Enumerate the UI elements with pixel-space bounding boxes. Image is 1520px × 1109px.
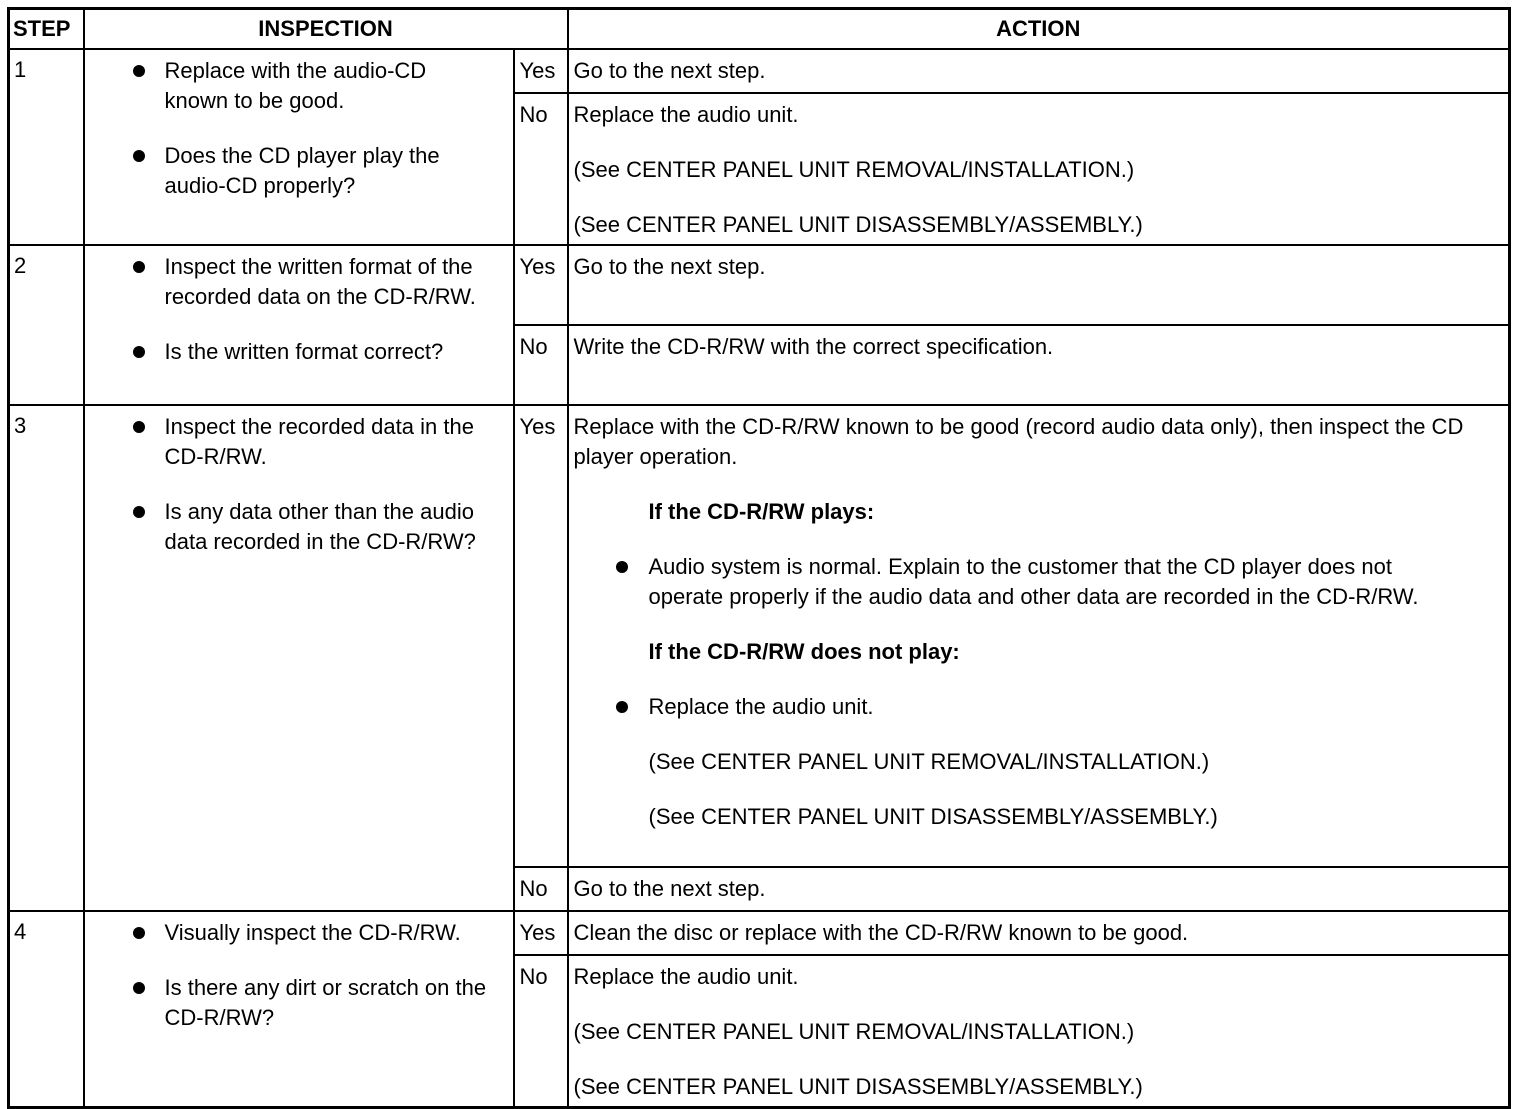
no-label: No xyxy=(514,325,568,405)
table-row xyxy=(9,405,1510,867)
reference-text: (See CENTER PANEL UNIT DISASSEMBLY/ASSEMBLY.) xyxy=(573,1074,1143,1099)
no-label: No xyxy=(514,867,568,911)
inspection-bullet: Visually inspect the CD-R/RW. xyxy=(165,918,513,948)
inspection-bullet: Replace with the audio-CD known to be good. xyxy=(165,56,513,116)
action-header: ACTION xyxy=(568,9,1510,50)
step-number: 2 xyxy=(9,245,84,405)
no-action xyxy=(568,93,1510,245)
not-play-heading: If the CD-R/RW does not play: xyxy=(648,639,960,664)
diagnostic-table xyxy=(7,7,1511,1109)
inspection-cell xyxy=(84,245,514,405)
yes-action xyxy=(568,245,1510,325)
no-action xyxy=(568,955,1510,1108)
yes-label: Yes xyxy=(514,911,568,955)
action-text: Replace the audio unit. xyxy=(573,102,799,127)
inspection-bullet: Does the CD player play the audio-CD properly? xyxy=(165,141,513,201)
inspection-bullet: Is the written format correct? xyxy=(165,337,513,367)
step-number: 3 xyxy=(9,405,84,911)
action-text: Replace the audio unit. xyxy=(573,964,799,989)
yes-action xyxy=(568,405,1510,867)
action-bullet: Audio system is normal. Explain to the customer that the CD player does not operate properly if the audio data and other data are recorded in the CD-R/RW. xyxy=(649,552,1509,612)
inspection-bullet: Inspect the recorded data in the CD-R/RW. xyxy=(165,412,513,472)
header-row xyxy=(9,9,1510,50)
yes-action xyxy=(568,911,1510,955)
yes-action xyxy=(568,49,1510,93)
no-action xyxy=(568,325,1510,405)
no-label: No xyxy=(514,955,568,1108)
action-text: Go to the next step. xyxy=(573,254,766,279)
inspection-cell xyxy=(84,49,514,245)
table-row xyxy=(9,911,1510,955)
table-row xyxy=(9,245,1510,325)
plays-heading: If the CD-R/RW plays: xyxy=(648,499,875,524)
action-text: Go to the next step. xyxy=(573,876,766,901)
reference-text: (See CENTER PANEL UNIT REMOVAL/INSTALLATION.) xyxy=(573,157,1135,182)
action-text: Clean the disc or replace with the CD-R/RW known to be good. xyxy=(573,920,1189,945)
action-text: Replace with the CD-R/RW known to be good (record audio data only), then inspect the CD player operation. xyxy=(573,414,1464,469)
reference-text: (See CENTER PANEL UNIT REMOVAL/INSTALLATION.) xyxy=(648,749,1210,774)
action-text: Write the CD-R/RW with the correct specification. xyxy=(573,334,1054,359)
reference-text: (See CENTER PANEL UNIT DISASSEMBLY/ASSEMBLY.) xyxy=(573,212,1143,237)
step-header: STEP xyxy=(9,9,84,50)
inspection-bullet: Inspect the written format of the recorded data on the CD-R/RW. xyxy=(165,252,513,312)
no-action xyxy=(568,867,1510,911)
yes-label: Yes xyxy=(514,49,568,93)
inspection-cell xyxy=(84,405,514,911)
no-label: No xyxy=(514,93,568,245)
step-number: 1 xyxy=(9,49,84,245)
table-row xyxy=(9,49,1510,93)
step-number: 4 xyxy=(9,911,84,1108)
action-text: Go to the next step. xyxy=(573,58,766,83)
inspection-bullet: Is there any dirt or scratch on the CD-R/RW? xyxy=(165,973,513,1033)
yes-label: Yes xyxy=(514,245,568,325)
reference-text: (See CENTER PANEL UNIT REMOVAL/INSTALLATION.) xyxy=(573,1019,1135,1044)
reference-text: (See CENTER PANEL UNIT DISASSEMBLY/ASSEMBLY.) xyxy=(648,804,1218,829)
yes-label: Yes xyxy=(514,405,568,867)
inspection-header: INSPECTION xyxy=(84,9,568,50)
action-bullet: Replace the audio unit. xyxy=(649,692,1509,722)
inspection-bullet: Is any data other than the audio data recorded in the CD-R/RW? xyxy=(165,497,513,557)
inspection-cell xyxy=(84,911,514,1108)
